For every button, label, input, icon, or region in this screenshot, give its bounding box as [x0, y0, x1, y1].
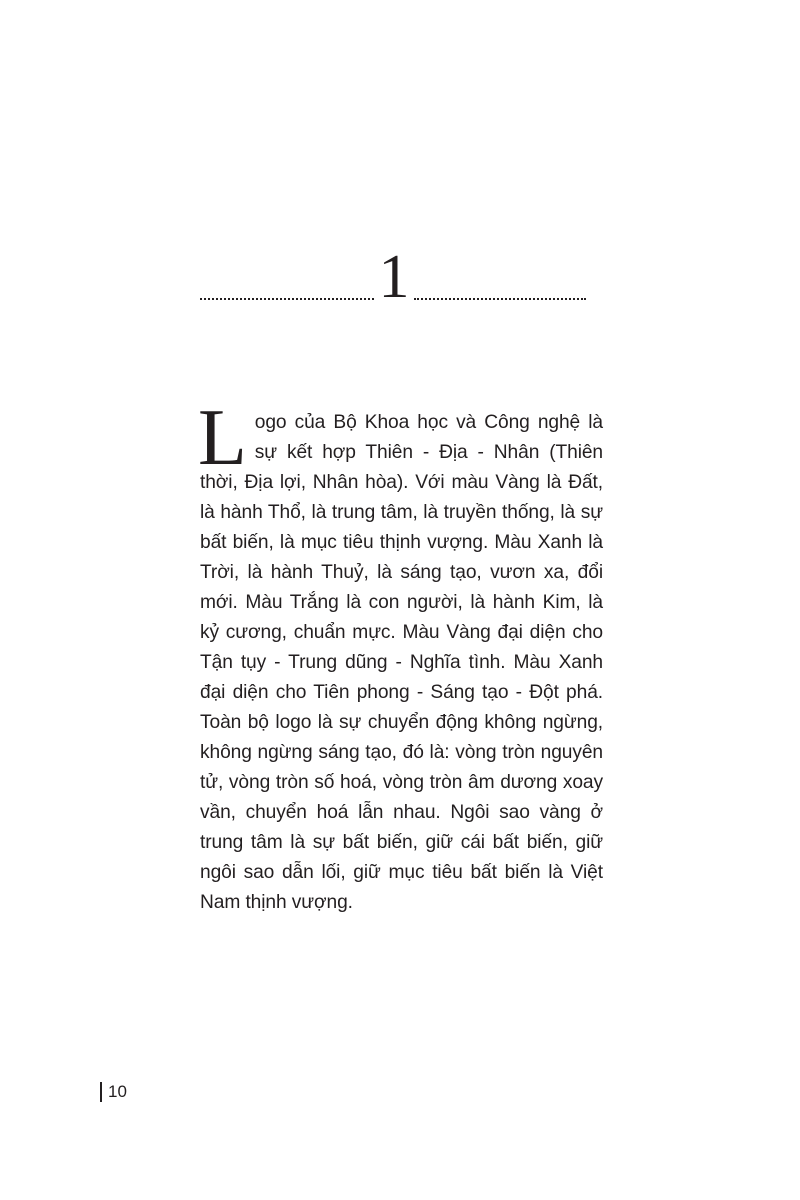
- page-number: 10: [108, 1082, 127, 1101]
- dotted-rule-left: [200, 298, 374, 300]
- paragraph-text: ogo của Bộ Khoa học và Công nghệ là sự kết hợp Thiên - Địa - Nhân (Thiên thời, Địa lợi, Nhân hòa). Với màu Vàng là Đất, là hành Thổ, là trung tâm, là truyền thống, là sự bất biến, là mục tiêu thịnh vượng. Màu Xanh là Trời, là hành Thuỷ, là sáng tạo, vươn xa, đổi mới. Màu Trắng là con người, là hành Kim, là kỷ cương, chuẩn mực. Màu Vàng đại diện cho Tận tụy - Trung dũng - Nghĩa tình. Màu Xanh đại diện cho Tiên phong - Sáng tạo - Đột phá. Toàn bộ logo là sự chuyển động không ngừng, không ngừng sáng tạo, đó là: vòng tròn nguyên tử, vòng tròn số hoá, vòng tròn âm dương xoay vần, chuyển hoá lẫn nhau. Ngôi sao vàng ở trung tâm là sự bất biến, giữ cái bất biến, giữ ngôi sao dẫn lối, giữ mục tiêu bất biến là Việt Nam thịnh vượng.: [200, 412, 603, 913]
- folio-bar: [100, 1082, 102, 1102]
- drop-cap: L: [198, 394, 247, 482]
- dotted-rule-right: [414, 298, 586, 300]
- chapter-number: 1: [378, 243, 410, 311]
- body-paragraph: [198, 394, 603, 918]
- page-footer: [100, 1081, 127, 1103]
- chapter-header: [200, 243, 586, 311]
